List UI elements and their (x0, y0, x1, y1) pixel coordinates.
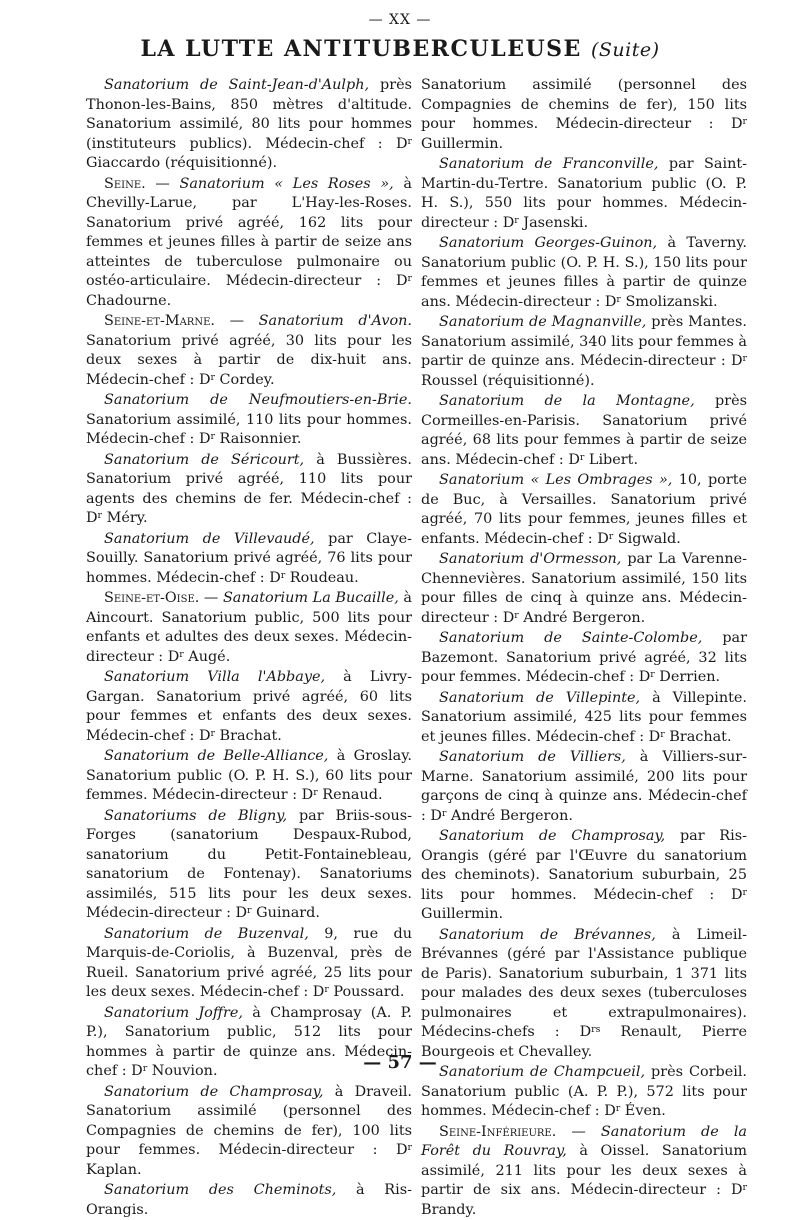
sanatorium-name: Sanatorium d'Ormesson, (439, 551, 621, 567)
doctor-abbrev-superscript: r (98, 510, 102, 521)
doctor-name: Roussel (réquisitionné). (421, 373, 595, 389)
department-name: Seine-et-Marne. (104, 313, 215, 329)
entry-text: à Aincourt. Sanatorium public, 500 lits pour enfants et adultes des deux sexes. Médecin-directeur : D (86, 590, 412, 665)
page-number: — 57 — (0, 1052, 800, 1073)
entry-text: par Ris-Orangis (géré par l'Œuvre du sanatorium des cheminots). Sanatorium suburbain, 25 lits pour hommes. Médecin-chef : D (421, 828, 747, 903)
entry-text: par Saint-Martin-du-Tertre. Sanatorium public (O. P. H. S.), 550 lits pour hommes. Médecin-directeur : D (421, 156, 747, 231)
sanatorium-entry (421, 155, 747, 233)
entry-text: près Corbeil. Sanatorium public (A. P. P.), 572 lits pour hommes. Médecin-chef : D (421, 1064, 747, 1119)
entry-text: par Briis-sous-Forges (sanatorium Despaux-Rubod, sanatorium du Petit-Fontainebleau, sanatorium de Fontenay). Sanatoriums assimilés, 515 lits pour les deux sexes. Médecin-directeur : D (86, 808, 412, 922)
doctor-name: Sigwald. (613, 531, 681, 547)
sanatorium-name: Sanatorium de Neufmoutiers-en-Brie. (104, 392, 412, 408)
doctor-abbrev-superscript: r (514, 214, 518, 225)
page-title (0, 36, 800, 62)
doctor-name: Brandy. (421, 1202, 476, 1218)
sanatorium-name: Sanatorium Joffre, (104, 1005, 243, 1021)
sanatorium-name: Sanatorium de Champcueil, (439, 1064, 645, 1080)
sanatorium-entry (421, 313, 747, 391)
doctor-abbrev-superscript: r (179, 648, 183, 659)
doctor-abbrev-superscript: r (650, 669, 654, 680)
doctor-name: André Bergeron. (446, 808, 573, 824)
doctor-abbrev-superscript: r (313, 787, 317, 798)
doctor-name: Méry. (102, 510, 148, 526)
sanatorium-name: Sanatorium de Champrosay, (104, 1084, 323, 1100)
dash-separator: — (556, 1124, 601, 1140)
sanatorium-entry (86, 589, 412, 667)
doctor-abbrev-superscript: r (442, 807, 446, 818)
sanatorium-entry (86, 807, 412, 924)
doctor-abbrev-superscript: r (281, 569, 285, 580)
doctor-abbrev-superscript: r (210, 371, 214, 382)
sanatorium-entry (421, 550, 747, 628)
entry-text: à Oissel. Sanatorium assimilé, 211 lits pour les deux sexes à partir de six ans. Médecin-directeur : D (421, 1143, 747, 1198)
entry-text: à Champrosay (A. P. P.), Sanatorium public, 512 lits pour hommes à partir de quinze ans. Médecin-chef : D (86, 1005, 412, 1080)
doctor-name: Éven. (620, 1103, 666, 1119)
doctor-abbrev-superscript: r (324, 984, 328, 995)
section-numeral: — XX — (0, 12, 800, 28)
sanatorium-name: Sanatorium de Villepinte, (439, 690, 640, 706)
doctor-name: Guillermin. (421, 136, 503, 152)
entry-text: par Bazemont. Sanatorium privé agréé, 32 lits pour femmes. Médecin-chef : D (421, 630, 747, 685)
doctor-name: Nouvion. (147, 1063, 217, 1079)
doctor-abbrev-superscript: r (616, 1103, 620, 1114)
left-column (86, 76, 412, 1220)
doctor-name: Guinard. (252, 905, 320, 921)
doctor-abbrev-superscript: r (408, 135, 412, 146)
sanatorium-name: Sanatorium « Les Ombrages », (439, 472, 672, 488)
department-name: Seine-Inférieure. (439, 1124, 556, 1140)
doctor-name: André Bergeron. (519, 610, 646, 626)
sanatorium-name: Sanatorium des Cheminots, (104, 1182, 336, 1198)
sanatorium-entry (86, 391, 412, 450)
sanatorium-name: Sanatorium de Champrosay, (439, 828, 665, 844)
dash-separator: — (215, 313, 259, 329)
sanatorium-entry (421, 827, 747, 925)
doctor-abbrev-superscript: r (743, 1182, 747, 1193)
dash-separator: — (146, 176, 180, 192)
sanatorium-entry (86, 175, 412, 312)
entry-text: Sanatorium assimilé (personnel des Compagnies de chemins de fer), 150 lits pour hommes. Médecin-directeur : D (421, 77, 747, 132)
sanatorium-name: Sanatorium de Saint-Jean-d'Aulph, (104, 77, 369, 93)
doctor-abbrev-superscript: r (743, 886, 747, 897)
doctor-name: Guillermin. (421, 906, 503, 922)
department-name: Seine-et-Oise. (104, 590, 199, 606)
sanatorium-entry (421, 748, 747, 826)
sanatorium-entry (421, 471, 747, 549)
sanatorium-entry (86, 312, 412, 390)
department-name: Seine. (104, 176, 146, 192)
doctor-name: Derrien. (655, 669, 720, 685)
doctor-abbrev-superscript: r (580, 451, 584, 462)
doctor-name: Giaccardo (réquisitionné). (86, 155, 277, 171)
sanatorium-name: Sanatoriums de Bligny, (104, 808, 287, 824)
entry-text: à Chevilly-Larue, par L'Hay-les-Roses. Sanatorium privé agréé, 162 lits pour femmes et jeunes filles à partir de seize ans atteintes de tuberculose pulmonaire ou ostéo-articulaire. Médecin-directeur : D (86, 176, 412, 290)
sanatorium-name: Sanatorium de Belle-Alliance, (104, 748, 328, 764)
doctor-abbrev-superscript: r (408, 273, 412, 284)
sanatorium-name: Sanatorium de Brévannes, (439, 927, 656, 943)
sanatorium-name: Sanatorium de Buzenval, (104, 926, 309, 942)
entry-text: à Villiers-sur-Marne. Sanatorium assimilé, 200 lits pour garçons de cinq à quinze ans. Médecin-chef : D (421, 749, 747, 824)
doctor-name: Libert. (584, 452, 638, 468)
sanatorium-name: Sanatorium de la Montagne, (439, 393, 695, 409)
sanatorium-name: Sanatorium de la Forêt du Rouvray, (421, 1124, 747, 1160)
entry-text: à Limeil-Brévannes (géré par l'Assistance publique de Paris). Sanatorium suburbain, 1 371 lits pour malades des deux sexes (tuberculoses pulmonaires et extrapulmonaires). Médecins-chefs : D (421, 927, 747, 1041)
sanatorium-name: Sanatorium de Sainte-Colombe, (439, 630, 702, 646)
entry-text: par La Varenne-Chennevières. Sanatorium assimilé, 150 lits pour filles de cinq à quinze ans. Médecin-directeur : D (421, 551, 747, 626)
entry-text: près Mantes. Sanatorium assimilé, 340 lits pour femmes à partir de quinze ans. Médecin-directeur : D (421, 314, 747, 369)
doctor-abbrev-superscript: r (247, 905, 251, 916)
sanatorium-name: Sanatorium Villa l'Abbaye, (104, 669, 325, 685)
sanatorium-entry (421, 926, 747, 1063)
sanatorium-entry (86, 1083, 412, 1181)
sanatorium-name: Sanatorium de Villevaudé, (104, 531, 315, 547)
doctor-abbrev-superscript: r (660, 728, 664, 739)
doctor-name: Augé. (184, 649, 231, 665)
entry-text: près Thonon-les-Bains, 850 mètres d'altitude. Sanatorium assimilé, 80 lits pour hommes (instituteurs publics). Médecin-chef : D (86, 77, 412, 152)
sanatorium-entry (421, 392, 747, 470)
sanatorium-entry (86, 1181, 412, 1220)
doctor-abbrev-superscript: r (743, 116, 747, 127)
sanatorium-name: Sanatorium de Villiers, (439, 749, 626, 765)
entry-text: à Taverny. Sanatorium public (O. P. H. S.), 150 lits pour femmes et jeunes filles à partir de quinze ans. Médecin-directeur : D (421, 235, 747, 310)
dash-separator: — (199, 590, 223, 606)
sanatorium-entry (86, 747, 412, 806)
sanatorium-entry (421, 76, 747, 154)
entry-text: à Groslay. Sanatorium public (O. P. H. S.), 60 lits pour femmes. Médecin-directeur : D (86, 748, 412, 803)
doctor-name: Poussard. (329, 984, 405, 1000)
doctor-name: Renault, Pierre Bourgeois et Chevalley. (421, 1024, 747, 1060)
entry-text: à Livry-Gargan. Sanatorium privé agréé, 60 lits pour femmes et enfants des deux sexes. Médecin-chef : D (86, 669, 412, 744)
doctor-abbrev-superscript: r (514, 609, 518, 620)
right-column (421, 76, 747, 1220)
doctor-name: Brachat. (215, 728, 282, 744)
doctor-abbrev-superscript: r (143, 1063, 147, 1074)
entry-text: à Villepinte. Sanatorium assimilé, 425 lits pour femmes et jeunes filles. Médecin-chef : D (421, 690, 747, 745)
entry-text: à Bussières. Sanatorium privé agréé, 110 lits pour agents des chemins de fer. Médecin-chef : D (86, 452, 412, 527)
entry-text: à Draveil. Sanatorium assimilé (personnel des Compagnies de chemins de fer), 100 lits pour femmes. Médecin-directeur : D (86, 1084, 412, 1159)
sanatorium-entry (86, 76, 412, 174)
doctor-abbrev-superscript: r (616, 293, 620, 304)
entry-text: à Ris-Orangis. (86, 1182, 412, 1218)
doctor-name: Cordey. (215, 372, 275, 388)
sanatorium-name: Sanatorium d'Avon. (259, 313, 412, 329)
doctor-abbrev-superscript: r (210, 431, 214, 442)
sanatorium-name: Sanatorium Georges-Guinon, (439, 235, 657, 251)
sanatorium-entry (86, 925, 412, 1003)
doctor-abbrev-superscript: r (609, 530, 613, 541)
doctor-name: Jasenski. (519, 215, 588, 231)
entry-text: Sanatorium assimilé, 110 lits pour hommes. Médecin-chef : D (86, 412, 412, 448)
sanatorium-entry (421, 1123, 747, 1220)
doctor-name: Brachat. (665, 729, 732, 745)
sanatorium-name: Sanatorium de Magnanville, (439, 314, 646, 330)
title-suffix: (Suite) (591, 39, 660, 61)
doctor-name: Roudeau. (285, 570, 359, 586)
sanatorium-entry (421, 234, 747, 312)
doctor-abbrev-superscript: r (743, 353, 747, 364)
sanatorium-entry (86, 451, 412, 529)
doctor-name: Smolizanski. (621, 294, 718, 310)
entry-text: 9, rue du Marquis-de-Coriolis, à Buzenval, près de Rueil. Sanatorium privé agréé, 25 lits pour les deux sexes. Médecin-chef : D (86, 926, 412, 1001)
entry-text: Sanatorium privé agréé, 30 lits pour les deux sexes à partir de dix-huit ans. Médecin-chef : D (86, 333, 412, 388)
sanatorium-name: Sanatorium de Séricourt, (104, 452, 304, 468)
entry-text: près Cormeilles-en-Parisis. Sanatorium privé agréé, 68 lits pour femmes à partir de seize ans. Médecin-chef : D (421, 393, 747, 468)
doctor-name: Renaud. (318, 787, 383, 803)
entry-text: 10, porte de Buc, à Versailles. Sanatorium privé agréé, 70 lits pour femmes, jeunes filles et enfants. Médecin-chef : D (421, 472, 747, 547)
doctor-abbrev-superscript: r (408, 1142, 412, 1153)
sanatorium-entry (421, 629, 747, 688)
doctor-name: Kaplan. (86, 1162, 142, 1178)
entry-text: par Claye-Souilly. Sanatorium privé agréé, 76 lits pour hommes. Médecin-chef : D (86, 531, 412, 586)
title-text: LA LUTTE ANTITUBERCULEUSE (140, 36, 581, 62)
doctor-name: Chadourne. (86, 293, 171, 309)
doctor-abbrev-superscript: r (210, 727, 214, 738)
sanatorium-name: Sanatorium La Bucaille, (223, 590, 399, 606)
sanatorium-name: Sanatorium de Franconville, (439, 156, 658, 172)
sanatorium-entry (86, 668, 412, 746)
sanatorium-entry (86, 530, 412, 589)
doctor-name: Raisonnier. (215, 431, 302, 447)
doctor-abbrev-superscript: rs (591, 1024, 600, 1035)
sanatorium-entry (421, 689, 747, 748)
sanatorium-name: Sanatorium « Les Roses », (179, 176, 393, 192)
